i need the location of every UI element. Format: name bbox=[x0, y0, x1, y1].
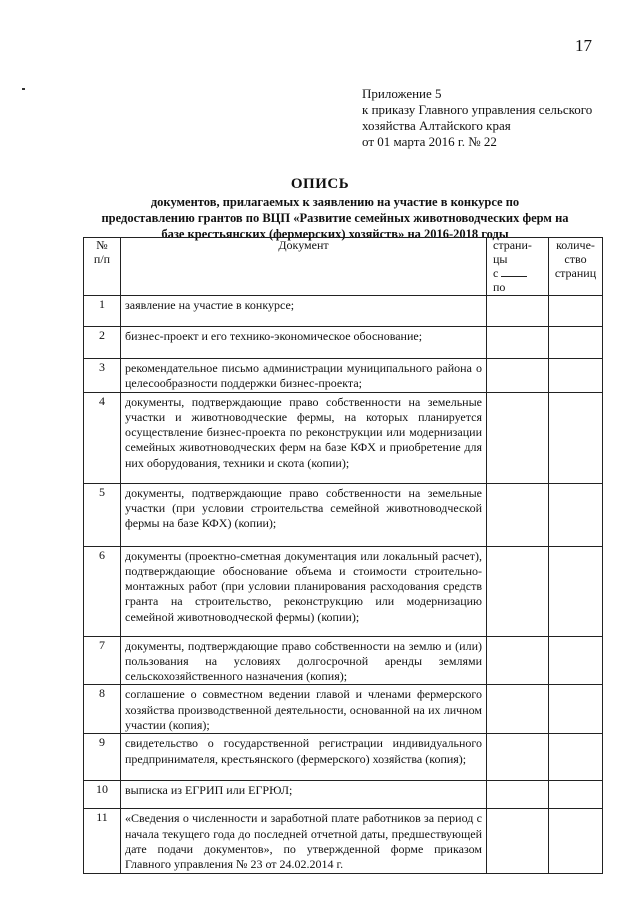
row-count-cell bbox=[549, 685, 603, 734]
header-text: ство bbox=[564, 252, 587, 266]
row-pages-cell bbox=[487, 546, 549, 636]
row-pages-cell bbox=[487, 781, 549, 809]
appendix-line: Приложение 5 bbox=[362, 86, 442, 101]
row-count-cell bbox=[549, 546, 603, 636]
appendix-line: от 01 марта 2016 г. № 22 bbox=[362, 134, 497, 149]
header-text: по bbox=[493, 280, 506, 294]
table-row bbox=[84, 734, 603, 781]
row-count-cell bbox=[549, 327, 603, 359]
header-text: страниц bbox=[554, 266, 597, 280]
row-count-cell bbox=[549, 781, 603, 809]
row-document: «Сведения о численности и заработной плате работников за период с начала текущего года до последней отчетной даты, предшествующей дате подачи документов», по утвержденной форме приказом Главного управления № 23 от 24.02.2014 г. bbox=[121, 809, 487, 873]
row-count-cell bbox=[549, 392, 603, 483]
table-row bbox=[84, 327, 603, 359]
table-row bbox=[84, 809, 603, 873]
row-document: документы, подтверждающие право собственности на земельные участки (при условии строительства семейной животноводческой фермы на базе КФХ) (копии); bbox=[121, 483, 487, 546]
appendix-line: к приказу Главного управления сельского bbox=[362, 102, 593, 117]
row-number: 5 bbox=[84, 483, 121, 546]
row-number: 1 bbox=[84, 296, 121, 327]
header-text: № bbox=[96, 238, 108, 252]
row-number: 10 bbox=[84, 781, 121, 809]
table-row bbox=[84, 359, 603, 393]
row-document: документы, подтверждающие право собственности на земельные участки и животноводческие фермы, на которых планируется осуществление бизнес-проекта по реконструкции или модернизации семейных животноводческих ферм на базе КФХ и приобретение для них оборудования, техники и скота (копии); bbox=[121, 392, 487, 483]
blank-line bbox=[501, 267, 527, 277]
row-pages-cell bbox=[487, 392, 549, 483]
row-number: 6 bbox=[84, 546, 121, 636]
table-row bbox=[84, 685, 603, 734]
row-number: 9 bbox=[84, 734, 121, 781]
header-count bbox=[549, 238, 603, 296]
table-row bbox=[84, 636, 603, 685]
header-text: страни- bbox=[493, 238, 532, 252]
row-number: 4 bbox=[84, 392, 121, 483]
row-document: документы (проектно-сметная документация или локальный расчет), подтверждающие обоснование объема и стоимости строительно-монтажных работ (при условии планирования расходования средств гранта на строительство, реконструкцию или модернизацию семейной животноводческой фермы) (копии); bbox=[121, 546, 487, 636]
document-subtitle bbox=[70, 194, 600, 242]
row-count-cell bbox=[549, 483, 603, 546]
row-number: 7 bbox=[84, 636, 121, 685]
appendix-line: хозяйства Алтайского края bbox=[362, 118, 511, 133]
row-pages-cell bbox=[487, 636, 549, 685]
row-pages-cell bbox=[487, 483, 549, 546]
header-text: с bbox=[493, 266, 499, 280]
row-count-cell bbox=[549, 296, 603, 327]
header-text: количе- bbox=[556, 238, 595, 252]
document-title: ОПИСЬ bbox=[290, 176, 350, 192]
row-count-cell bbox=[549, 809, 603, 873]
table-row bbox=[84, 483, 603, 546]
row-count-cell bbox=[549, 734, 603, 781]
row-pages-cell bbox=[487, 296, 549, 327]
row-pages-cell bbox=[487, 327, 549, 359]
table-row bbox=[84, 392, 603, 483]
header-number bbox=[84, 238, 121, 296]
row-count-cell bbox=[549, 359, 603, 393]
row-document: выписка из ЕГРИП или ЕГРЮЛ; bbox=[121, 781, 487, 809]
subtitle-line: предоставлению грантов по ВЦП «Развитие семейных животноводческих ферм на bbox=[101, 211, 569, 225]
row-document: бизнес-проект и его технико-экономическое обоснование; bbox=[121, 327, 487, 359]
row-pages-cell bbox=[487, 359, 549, 393]
header-text: Документ bbox=[278, 238, 329, 252]
table-header-row bbox=[84, 238, 603, 296]
row-number: 11 bbox=[84, 809, 121, 873]
row-document: соглашение о совместном ведении главой и членами фермерского хозяйства производственной деятельности, основанной на их личном участии (копия); bbox=[121, 685, 487, 734]
row-document: свидетельство о государственной регистрации индивидуального предпринимателя, крестьянского (фермерского) хозяйства (копия); bbox=[121, 734, 487, 781]
table-row bbox=[84, 296, 603, 327]
row-number: 2 bbox=[84, 327, 121, 359]
row-pages-cell bbox=[487, 809, 549, 873]
header-text bbox=[493, 266, 548, 280]
row-number: 8 bbox=[84, 685, 121, 734]
header-document bbox=[121, 238, 487, 296]
subtitle-line: документов, прилагаемых к заявлению на участие в конкурсе по bbox=[150, 195, 520, 209]
row-document: рекомендательное письмо администрации муниципального района о целесообразности поддержки бизнес-проекта; bbox=[121, 359, 487, 393]
header-pages bbox=[487, 238, 549, 296]
row-count-cell bbox=[549, 636, 603, 685]
row-pages-cell bbox=[487, 685, 549, 734]
documents-table bbox=[83, 237, 603, 874]
page-number: 17 bbox=[575, 36, 592, 55]
row-document: документы, подтверждающие право собственности на землю и (или) пользования на условиях долгосрочной аренды землями сельскохозяйственного назначения (копия); bbox=[121, 636, 487, 685]
header-text: п/п bbox=[93, 252, 111, 266]
row-pages-cell bbox=[487, 734, 549, 781]
row-document: заявление на участие в конкурсе; bbox=[121, 296, 487, 327]
table-row bbox=[84, 781, 603, 809]
row-number: 3 bbox=[84, 359, 121, 393]
appendix-block bbox=[362, 86, 592, 150]
scan-speck bbox=[22, 88, 25, 90]
table-row bbox=[84, 546, 603, 636]
subtitle-line: базе крестьянских (фермерских) хозяйств» на 2016-2018 годы bbox=[161, 227, 509, 241]
header-text: цы bbox=[493, 252, 508, 266]
